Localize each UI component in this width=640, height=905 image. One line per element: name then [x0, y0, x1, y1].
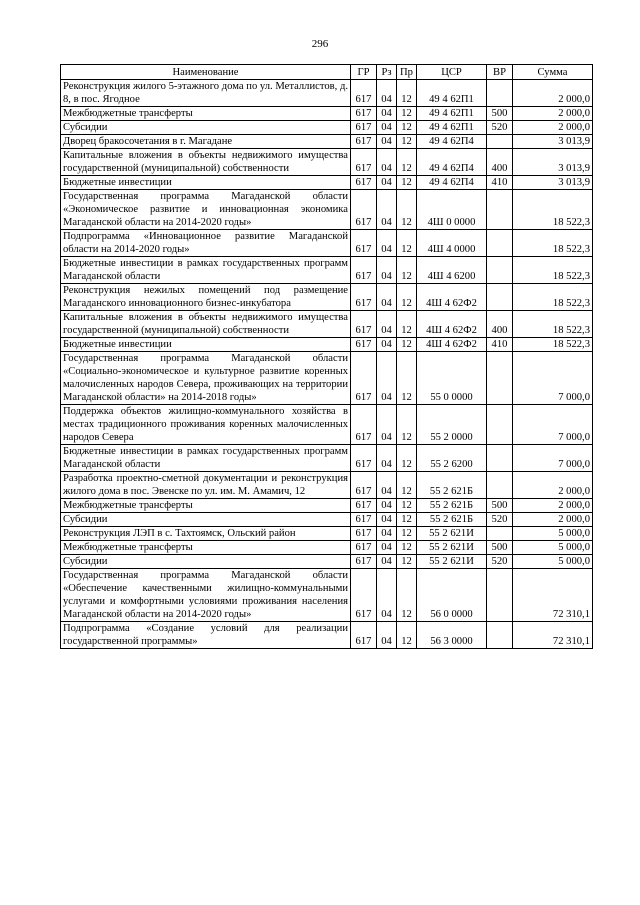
cell-vr [487, 622, 513, 649]
table-row [61, 622, 593, 649]
cell-csr: 56 0 0000 [417, 569, 487, 622]
cell-csr: 4Ш 4 6200 [417, 257, 487, 284]
cell-vr [487, 472, 513, 499]
cell-csr: 49 4 62П1 [417, 80, 487, 107]
cell-gr: 617 [351, 107, 377, 121]
table-row [61, 527, 593, 541]
table-body [61, 80, 593, 649]
table-row [61, 541, 593, 555]
cell-rz: 04 [377, 352, 397, 405]
cell-vr [487, 405, 513, 445]
cell-sum: 18 522,3 [513, 311, 593, 338]
cell-rz: 04 [377, 405, 397, 445]
cell-csr: 49 4 62П1 [417, 107, 487, 121]
cell-vr: 520 [487, 513, 513, 527]
cell-rz: 04 [377, 176, 397, 190]
table-row [61, 176, 593, 190]
cell-name: Капитальные вложения в объекты недвижимого имущества государственной (муниципальной) собственности [61, 149, 351, 176]
cell-pr: 12 [397, 352, 417, 405]
cell-vr: 500 [487, 107, 513, 121]
table-row [61, 149, 593, 176]
cell-pr: 12 [397, 569, 417, 622]
cell-pr: 12 [397, 527, 417, 541]
cell-pr: 12 [397, 284, 417, 311]
cell-gr: 617 [351, 230, 377, 257]
header-gr: ГР [351, 65, 377, 80]
table-row [61, 499, 593, 513]
table-row [61, 513, 593, 527]
cell-csr: 55 2 6200 [417, 445, 487, 472]
cell-pr: 12 [397, 405, 417, 445]
cell-name: Реконструкция нежилых помещений под размещение Магаданского инновационного бизнес-инкубатора [61, 284, 351, 311]
cell-sum: 2 000,0 [513, 499, 593, 513]
cell-gr: 617 [351, 190, 377, 230]
cell-vr: 400 [487, 149, 513, 176]
cell-name: Реконструкция жилого 5-этажного дома по ул. Металлистов, д. 8, в пос. Ягодное [61, 80, 351, 107]
cell-sum: 72 310,1 [513, 569, 593, 622]
cell-vr [487, 527, 513, 541]
table-row [61, 284, 593, 311]
cell-pr: 12 [397, 513, 417, 527]
cell-name: Бюджетные инвестиции [61, 176, 351, 190]
cell-rz: 04 [377, 499, 397, 513]
cell-sum: 3 013,9 [513, 135, 593, 149]
cell-vr [487, 284, 513, 311]
cell-name: Государственная программа Магаданской области «Социально-экономическое и культурное развитие коренных малочисленных народов Севера, проживающих на территории Магаданской области» на 2014-2018 годы» [61, 352, 351, 405]
cell-sum: 72 310,1 [513, 622, 593, 649]
cell-vr: 400 [487, 311, 513, 338]
cell-vr [487, 230, 513, 257]
cell-vr: 410 [487, 176, 513, 190]
cell-gr: 617 [351, 445, 377, 472]
cell-name: Государственная программа Магаданской области «Экономическое развитие и инновационная экономика Магаданской области на 2014-2020 годы» [61, 190, 351, 230]
cell-gr: 617 [351, 555, 377, 569]
cell-name: Подпрограмма «Инновационное развитие Магаданской области на 2014-2020 годы» [61, 230, 351, 257]
table-row [61, 135, 593, 149]
table-header [61, 65, 593, 80]
table-row [61, 555, 593, 569]
cell-sum: 7 000,0 [513, 445, 593, 472]
cell-name: Поддержка объектов жилищно-коммунального хозяйства в местах традиционного проживания коренных малочисленных народов Севера [61, 405, 351, 445]
cell-rz: 04 [377, 230, 397, 257]
table-row [61, 338, 593, 352]
table-row [61, 569, 593, 622]
cell-rz: 04 [377, 569, 397, 622]
cell-pr: 12 [397, 445, 417, 472]
table-row [61, 472, 593, 499]
cell-vr: 500 [487, 499, 513, 513]
cell-vr [487, 352, 513, 405]
cell-sum: 18 522,3 [513, 190, 593, 230]
cell-gr: 617 [351, 284, 377, 311]
cell-csr: 55 2 0000 [417, 405, 487, 445]
cell-csr: 4Ш 4 62Ф2 [417, 338, 487, 352]
cell-gr: 617 [351, 80, 377, 107]
cell-csr: 55 2 621И [417, 527, 487, 541]
cell-gr: 617 [351, 541, 377, 555]
cell-name: Межбюджетные трансферты [61, 541, 351, 555]
table-row [61, 405, 593, 445]
cell-name: Бюджетные инвестиции [61, 338, 351, 352]
cell-pr: 12 [397, 541, 417, 555]
cell-name: Бюджетные инвестиции в рамках государственных программ Магаданской области [61, 257, 351, 284]
page-number: 296 [311, 38, 329, 50]
cell-vr [487, 569, 513, 622]
cell-rz: 04 [377, 527, 397, 541]
budget-table [60, 64, 593, 649]
header-row [61, 65, 593, 80]
cell-gr: 617 [351, 472, 377, 499]
table-row [61, 445, 593, 472]
cell-sum: 5 000,0 [513, 541, 593, 555]
cell-name: Реконструкция ЛЭП в с. Тахтоямск, Ольский район [61, 527, 351, 541]
cell-rz: 04 [377, 513, 397, 527]
cell-rz: 04 [377, 149, 397, 176]
cell-vr: 410 [487, 338, 513, 352]
cell-csr: 55 2 621И [417, 541, 487, 555]
cell-csr: 4Ш 4 62Ф2 [417, 284, 487, 311]
header-name: Наименование [61, 65, 351, 80]
cell-sum: 18 522,3 [513, 257, 593, 284]
cell-sum: 2 000,0 [513, 472, 593, 499]
cell-rz: 04 [377, 445, 397, 472]
cell-pr: 12 [397, 338, 417, 352]
cell-name: Субсидии [61, 121, 351, 135]
table-row [61, 190, 593, 230]
cell-csr: 55 2 621Б [417, 472, 487, 499]
cell-rz: 04 [377, 472, 397, 499]
cell-vr [487, 257, 513, 284]
cell-sum: 5 000,0 [513, 527, 593, 541]
cell-gr: 617 [351, 176, 377, 190]
cell-rz: 04 [377, 107, 397, 121]
table-row [61, 107, 593, 121]
cell-rz: 04 [377, 622, 397, 649]
cell-pr: 12 [397, 499, 417, 513]
cell-rz: 04 [377, 257, 397, 284]
cell-csr: 49 4 62П4 [417, 149, 487, 176]
header-pr: Пр [397, 65, 417, 80]
cell-csr: 49 4 62П4 [417, 135, 487, 149]
cell-name: Дворец бракосочетания в г. Магадане [61, 135, 351, 149]
cell-pr: 12 [397, 107, 417, 121]
cell-gr: 617 [351, 121, 377, 135]
header-rz: Рз [377, 65, 397, 80]
cell-rz: 04 [377, 284, 397, 311]
cell-sum: 2 000,0 [513, 80, 593, 107]
cell-gr: 617 [351, 405, 377, 445]
cell-rz: 04 [377, 555, 397, 569]
cell-gr: 617 [351, 499, 377, 513]
cell-pr: 12 [397, 149, 417, 176]
cell-name: Капитальные вложения в объекты недвижимого имущества государственной (муниципальной) собственности [61, 311, 351, 338]
cell-pr: 12 [397, 135, 417, 149]
cell-name: Разработка проектно-сметной документации и реконструкция жилого дома в пос. Эвенске по ул. им. М. Амамич, 12 [61, 472, 351, 499]
cell-csr: 4Ш 4 0000 [417, 230, 487, 257]
cell-pr: 12 [397, 472, 417, 499]
cell-rz: 04 [377, 338, 397, 352]
cell-vr: 500 [487, 541, 513, 555]
cell-name: Субсидии [61, 513, 351, 527]
cell-sum: 18 522,3 [513, 284, 593, 311]
cell-pr: 12 [397, 622, 417, 649]
header-csr: ЦСР [417, 65, 487, 80]
cell-pr: 12 [397, 176, 417, 190]
cell-vr: 520 [487, 121, 513, 135]
table-row [61, 80, 593, 107]
cell-rz: 04 [377, 190, 397, 230]
cell-csr: 49 4 62П1 [417, 121, 487, 135]
cell-sum: 3 013,9 [513, 149, 593, 176]
cell-pr: 12 [397, 230, 417, 257]
cell-csr: 55 2 621И [417, 555, 487, 569]
cell-name: Межбюджетные трансферты [61, 107, 351, 121]
cell-csr: 55 2 621Б [417, 499, 487, 513]
cell-sum: 18 522,3 [513, 338, 593, 352]
cell-sum: 2 000,0 [513, 121, 593, 135]
cell-sum: 7 000,0 [513, 352, 593, 405]
cell-gr: 617 [351, 352, 377, 405]
table-row [61, 352, 593, 405]
cell-gr: 617 [351, 527, 377, 541]
cell-pr: 12 [397, 257, 417, 284]
cell-csr: 55 0 0000 [417, 352, 487, 405]
cell-rz: 04 [377, 80, 397, 107]
cell-gr: 617 [351, 135, 377, 149]
table-row [61, 121, 593, 135]
cell-rz: 04 [377, 135, 397, 149]
cell-vr: 520 [487, 555, 513, 569]
cell-sum: 5 000,0 [513, 555, 593, 569]
cell-vr [487, 80, 513, 107]
cell-csr: 4Ш 0 0000 [417, 190, 487, 230]
cell-sum: 2 000,0 [513, 513, 593, 527]
cell-pr: 12 [397, 311, 417, 338]
cell-gr: 617 [351, 338, 377, 352]
cell-sum: 7 000,0 [513, 405, 593, 445]
header-vr: ВР [487, 65, 513, 80]
cell-name: Государственная программа Магаданской области «Обеспечение качественными жилищно-коммунальными услугами и комфортными условиями проживания населения Магаданской области на 2014-2020 годы» [61, 569, 351, 622]
cell-gr: 617 [351, 622, 377, 649]
cell-csr: 55 2 621Б [417, 513, 487, 527]
header-sum: Сумма [513, 65, 593, 80]
cell-name: Бюджетные инвестиции в рамках государственных программ Магаданской области [61, 445, 351, 472]
cell-vr [487, 135, 513, 149]
cell-pr: 12 [397, 190, 417, 230]
cell-name: Субсидии [61, 555, 351, 569]
cell-gr: 617 [351, 149, 377, 176]
cell-rz: 04 [377, 121, 397, 135]
cell-name: Подпрограмма «Создание условий для реализации государственной программы» [61, 622, 351, 649]
cell-csr: 49 4 62П4 [417, 176, 487, 190]
cell-pr: 12 [397, 121, 417, 135]
cell-vr [487, 445, 513, 472]
table-row [61, 311, 593, 338]
cell-rz: 04 [377, 541, 397, 555]
cell-pr: 12 [397, 80, 417, 107]
cell-gr: 617 [351, 257, 377, 284]
cell-gr: 617 [351, 569, 377, 622]
cell-sum: 18 522,3 [513, 230, 593, 257]
cell-gr: 617 [351, 311, 377, 338]
cell-rz: 04 [377, 311, 397, 338]
table-row [61, 257, 593, 284]
cell-pr: 12 [397, 555, 417, 569]
cell-csr: 56 3 0000 [417, 622, 487, 649]
table-row [61, 230, 593, 257]
cell-vr [487, 190, 513, 230]
cell-gr: 617 [351, 513, 377, 527]
cell-sum: 3 013,9 [513, 176, 593, 190]
cell-csr: 4Ш 4 62Ф2 [417, 311, 487, 338]
cell-sum: 2 000,0 [513, 107, 593, 121]
cell-name: Межбюджетные трансферты [61, 499, 351, 513]
